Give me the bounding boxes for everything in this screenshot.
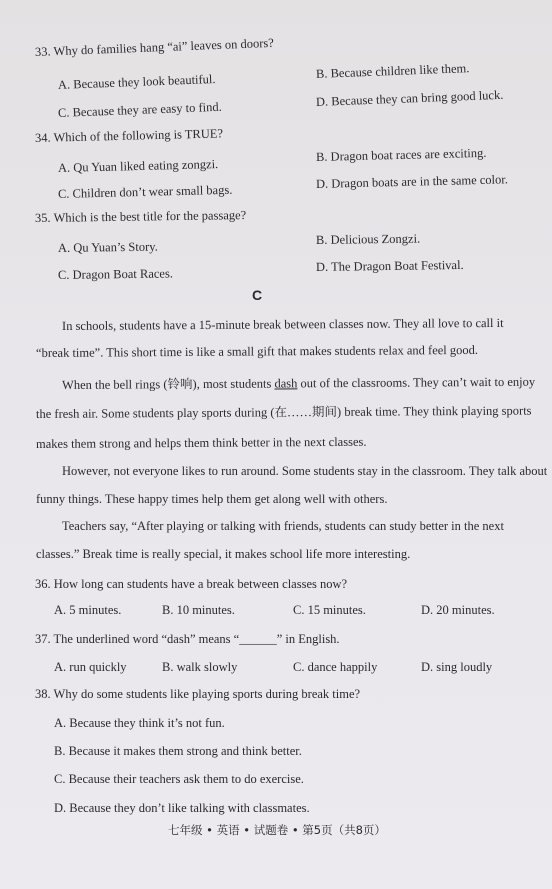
q35-option-d: D. The Dragon Boat Festival. — [315, 257, 464, 274]
q33-option-c: C. Because they are easy to find. — [57, 99, 222, 120]
q37-option-d: D. sing loudly — [421, 660, 493, 674]
q38-option-d: D. Because they don’t like talking with classmates. — [54, 801, 310, 815]
q35-question: 35. Which is the best title for the passage? — [34, 208, 247, 225]
q36-option-c: C. 15 minutes. — [293, 603, 366, 617]
passage-p1-line2: “break time”. This short time is like a small gift that makes students relax and feel good. — [35, 342, 479, 360]
underlined-word-dash: dash — [274, 376, 298, 391]
passage-p4-line1: Teachers say, “After playing or talking with friends, students can study better in the next — [62, 519, 504, 533]
q38-question: 38. Why do some students like playing sports during break time? — [35, 687, 361, 701]
page-footer: 七年级 • 英语 • 试题卷 • 第5页（共8页） — [168, 823, 386, 837]
q35-option-c: C. Dragon Boat Races. — [57, 266, 173, 282]
q35-option-b: B. Delicious Zongzi. — [315, 231, 421, 247]
passage-p2-line2: the fresh air. Some students play sports during (在……期间) break time. They think playing sports — [35, 403, 532, 421]
passage-p2-line3: makes them strong and helps them think better in the next classes. — [35, 434, 367, 451]
q36-option-a: A. 5 minutes. — [54, 603, 122, 617]
passage-p4-line2: classes.” Break time is really special, it makes school life more interesting. — [36, 547, 411, 561]
passage-p2-line1 — [62, 374, 548, 393]
q36-option-d: D. 20 minutes. — [421, 603, 495, 617]
q37-option-b: B. walk slowly — [162, 660, 238, 674]
q34-option-c: C. Children don’t wear small bags. — [57, 182, 233, 201]
q34-option-a: A. Qu Yuan liked eating zongzi. — [57, 157, 219, 175]
q36-question: 36. How long can students have a break between classes now? — [35, 577, 348, 591]
q34-question: 34. Which of the following is TRUE? — [34, 126, 224, 145]
q37-question: 37. The underlined word “dash” means “______” in English. — [35, 632, 340, 646]
q34-option-b: B. Dragon boat races are exciting. — [315, 145, 487, 164]
q35-option-a: A. Qu Yuan’s Story. — [57, 239, 158, 255]
q33-option-b: B. Because children like them. — [315, 61, 470, 81]
passage-p1-line1: In schools, students have a 15-minute break between classes now. They all love to call it — [61, 315, 504, 333]
q38-option-b: B. Because it makes them strong and think better. — [54, 744, 302, 758]
q33-question: 33. Why do families hang “ai” leaves on doors? — [34, 35, 275, 59]
passage-p3-line1: However, not everyone likes to run around. Some students stay in the classroom. They talk about — [62, 464, 548, 478]
q34-option-d: D. Dragon boats are in the same color. — [315, 172, 509, 191]
q33-option-a: A. Because they look beautiful. — [57, 71, 216, 92]
section-title: C — [252, 287, 263, 303]
passage-text: When the bell rings (铃响), most students — [61, 376, 275, 392]
q36-option-b: B. 10 minutes. — [162, 603, 235, 617]
passage-text: out of the classrooms. They can’t wait to enjoy — [297, 374, 536, 391]
q38-option-c: C. Because their teachers ask them to do exercise. — [54, 772, 304, 786]
q38-option-a: A. Because they think it’s not fun. — [54, 716, 225, 730]
q37-option-a: A. run quickly — [54, 660, 127, 674]
q33-option-d: D. Because they can bring good luck. — [315, 87, 504, 109]
q37-option-c: C. dance happily — [293, 660, 378, 674]
passage-p3-line2: funny things. These happy times help them get along well with others. — [36, 492, 388, 506]
